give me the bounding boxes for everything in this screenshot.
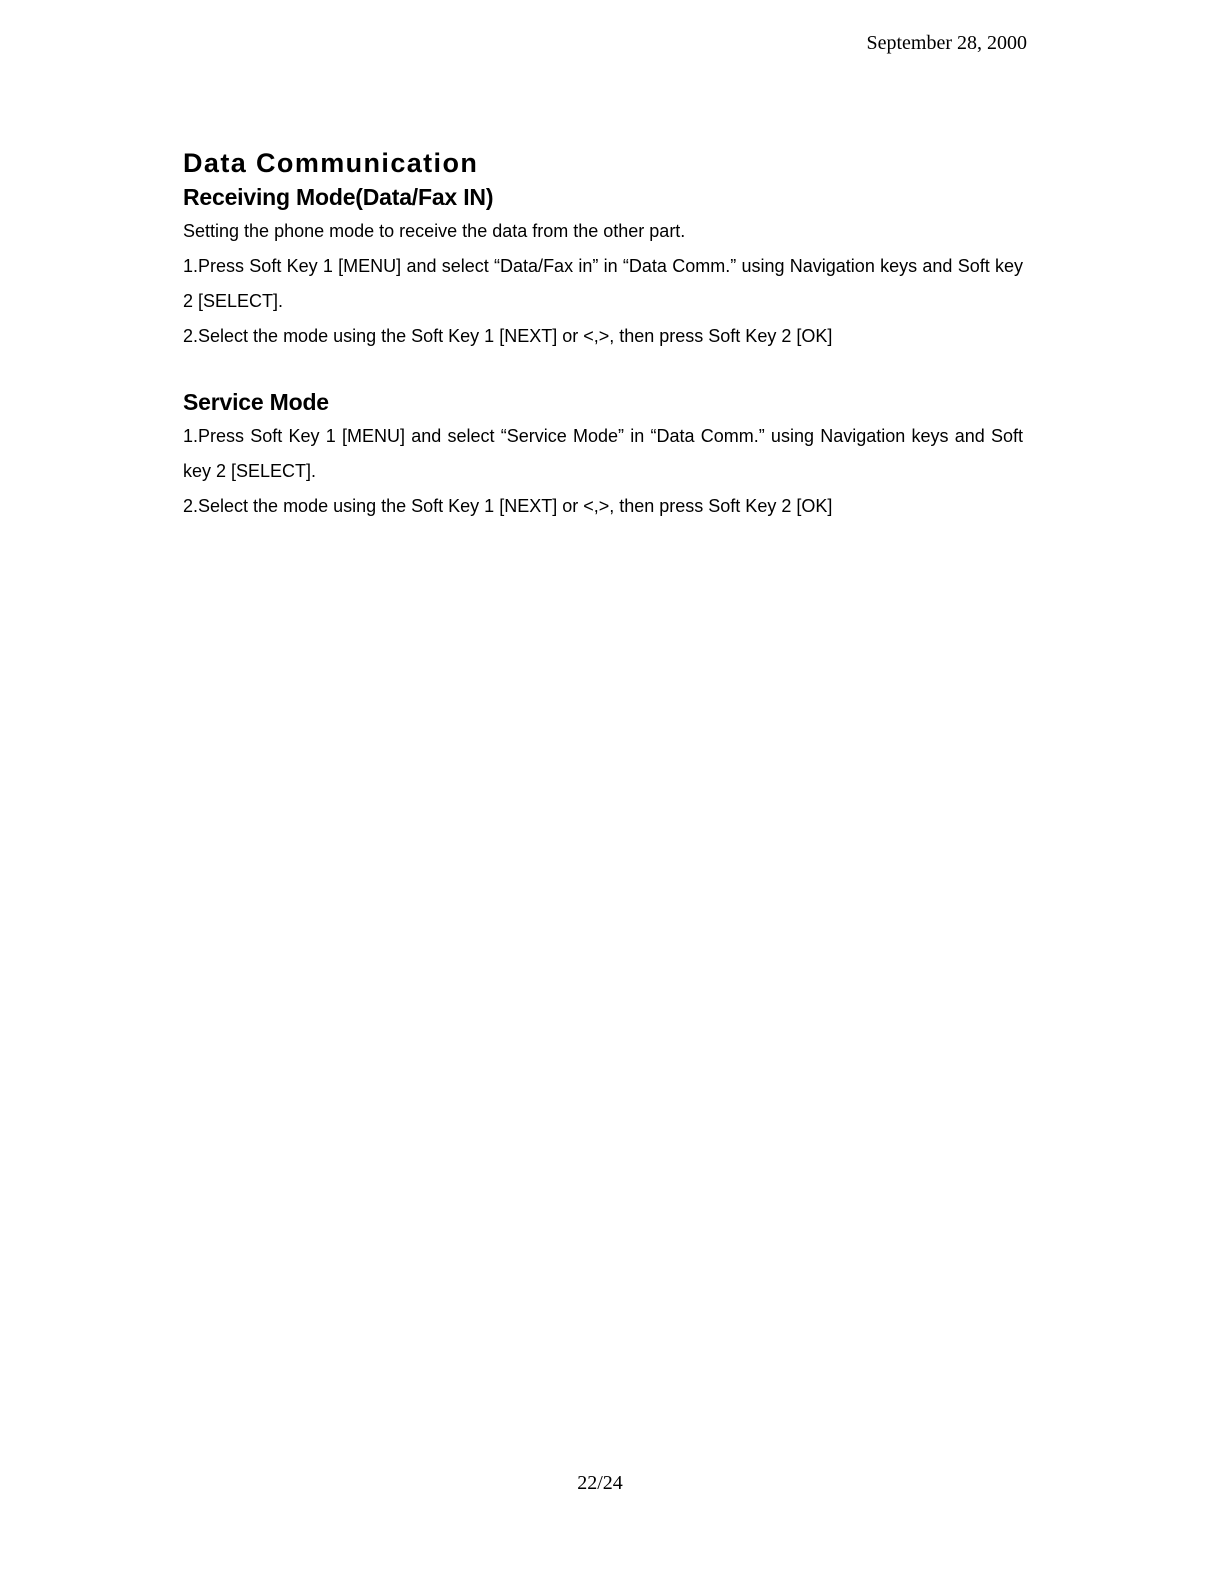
section-service-mode [183, 386, 1023, 524]
instruction-step: 2.Select the mode using the Soft Key 1 [NEXT] or <,>, then press Soft Key 2 [OK] [183, 326, 833, 346]
instruction-step: 2.Select the mode using the Soft Key 1 [NEXT] or <,>, then press Soft Key 2 [OK] [183, 496, 833, 516]
section-receiving-mode [183, 181, 1023, 354]
instruction-step: 1.Press Soft Key 1 [MENU] and select “Service Mode” in “Data Comm.” using Navigation keys and Soft key 2 [SELECT]. [183, 426, 1023, 481]
header-date: September 28, 2000 [866, 32, 1027, 54]
section-heading: Receiving Mode(Data/Fax IN) [183, 184, 494, 210]
document-body [183, 145, 1023, 524]
page-number: 22/24 [577, 1472, 623, 1494]
section-heading: Service Mode [183, 389, 329, 415]
paragraph: Setting the phone mode to receive the data from the other part. [183, 221, 686, 241]
instruction-step: 1.Press Soft Key 1 [MENU] and select “Data/Fax in” in “Data Comm.” using Navigation keys and Soft key 2 [SELECT]. [183, 256, 1023, 311]
document-title: Data Communication [183, 148, 479, 178]
